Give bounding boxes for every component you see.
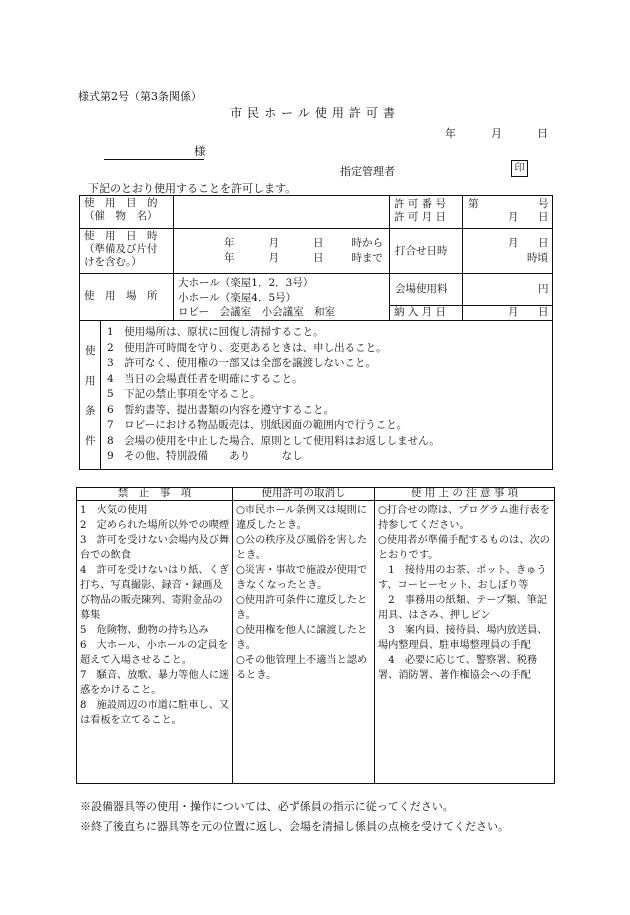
list-item: 7 騒音、放歌、暴力等他人に迷惑をかけること。 bbox=[80, 670, 230, 696]
list-item: ○その他管理上不適当と認めるとき。 bbox=[236, 655, 368, 681]
list-item: 8 施設周辺の市道に駐車し、又は看板を立てること。 bbox=[80, 700, 230, 726]
permit-no-suffix: 号 bbox=[538, 198, 549, 210]
list-item: ○打合せの際は、プログラム進行表を持参してください。 bbox=[378, 505, 550, 531]
prohibited-list bbox=[80, 503, 230, 728]
list-item: ○使用権を他人に譲渡したとき。 bbox=[236, 625, 368, 651]
datetime-from-row: 年 月 日 時から bbox=[224, 237, 383, 249]
date-year: 年 bbox=[445, 127, 456, 140]
seal-mark: 印 bbox=[511, 160, 528, 177]
condition-item: 8 会場の使用を中止した場合、原則として使用料はお返ししません。 bbox=[107, 434, 440, 447]
date-month: 月 bbox=[491, 127, 502, 140]
list-item: 1 接待用のお茶、ポット、きゅうす、コーヒーセット、おしぼり等 bbox=[378, 565, 547, 591]
meeting-time: 時頃 bbox=[527, 252, 548, 264]
meeting-day: 日 bbox=[538, 237, 549, 249]
recipient-suffix: 様 bbox=[194, 144, 206, 158]
condition-item: 3 許可なく、使用権の一部又は全部を譲渡しないこと。 bbox=[107, 357, 376, 369]
list-item: 4 許可を受けないはり紙、くぎ打ち、写真撮影、録音・録画及び物品の販売陳列、寄附金品の募集 bbox=[80, 565, 230, 621]
cancellation-list bbox=[236, 503, 372, 683]
form-number: 様式第2号（第3条関係） bbox=[78, 90, 202, 103]
list-item: ○市民ホール条例又は規則に違反したとき。 bbox=[236, 505, 367, 531]
datetime-label: 使 用 日 時 （準備及び片付 けを含む。） bbox=[84, 230, 158, 268]
permit-month: 月 bbox=[508, 211, 519, 223]
list-item: ○使用許可条件に違反したとき。 bbox=[236, 595, 368, 621]
fee-unit: 円 bbox=[538, 283, 549, 295]
recipient-name-line bbox=[104, 145, 204, 160]
purpose-label: 使 用 目 的 （催 物 名） bbox=[84, 197, 158, 222]
list-item: 4 必要に応じて、警察署、税務署、消防署、著作権協会への手配 bbox=[378, 655, 538, 681]
prohibited-header: 禁 止 事 項 bbox=[117, 487, 192, 499]
condition-item[interactable]: 9 その他、特別設備 あり なし bbox=[107, 450, 303, 462]
list-item: 2 定められた場所以外での喫煙 bbox=[80, 520, 230, 531]
list-item: 2 事務用の紙類、テープ類、筆記用具、はさみ、押しピン bbox=[378, 595, 547, 621]
conditions-list bbox=[107, 325, 440, 465]
place-options: 大ホール（楽屋1．2．3号） 小ホール（楽屋4．5号） ロビー 会議室 小会議室 和室 bbox=[178, 277, 336, 318]
date-day: 日 bbox=[537, 127, 548, 140]
list-item: ○災害・事故で施設が使用できなくなったとき。 bbox=[236, 565, 368, 591]
permit-labels: 許 可 番 号 許 可 月 日 bbox=[394, 198, 447, 223]
permit-day: 日 bbox=[538, 211, 549, 223]
condition-item: 1 使用場所は、原状に回復し清掃すること。 bbox=[107, 326, 324, 338]
permit-no-prefix: 第 bbox=[468, 198, 479, 210]
datetime-value-cell[interactable] bbox=[173, 228, 390, 274]
document-title: 市民ホール使用許可書 bbox=[230, 106, 400, 120]
list-item: ○使用者が準備手配するものは、次のとおりです。 bbox=[378, 535, 550, 561]
footnote-1: ※設備器具等の使用・操作については、必ず係員の指示に従ってください。 bbox=[80, 800, 454, 813]
footnote-2: ※終了後直ちに器具等を元の位置に返し、会場を清掃し係員の点検を受けてください。 bbox=[80, 820, 509, 833]
notes-header: 使 用 上 の 注 意 事 項 bbox=[410, 487, 519, 499]
meeting-value-cell[interactable] bbox=[462, 228, 553, 274]
list-item: 5 危険物、動物の持ち込み bbox=[80, 625, 209, 636]
list-item: 6 大ホール、小ホールの定員を超えて入場させること。 bbox=[80, 640, 228, 666]
pay-day: 日 bbox=[538, 306, 549, 318]
list-item: 1 火気の使用 bbox=[80, 505, 148, 516]
condition-item: 2 使用許可時間を守り、変更あるときは、申し出ること。 bbox=[107, 341, 387, 354]
purpose-value-cell[interactable] bbox=[173, 195, 390, 229]
condition-item: 6 誓約書等、提出書類の内容を遵守すること。 bbox=[107, 403, 335, 416]
fee-label: 会場使用料 bbox=[395, 283, 448, 295]
condition-item: 7 ロビーにおける物品販売は、別紙図面の範囲内で行うこと。 bbox=[107, 419, 408, 431]
cancellation-header: 使用許可の取消し bbox=[261, 487, 346, 499]
list-item: 3 許可を受けない会場内及び舞台での飲食 bbox=[80, 535, 230, 561]
condition-item: 4 当日の会場責任者を明確にすること。 bbox=[107, 372, 303, 385]
place-label: 使 用 場 所 bbox=[84, 290, 158, 302]
list-item: ○公の秩序及び風俗を害したとき。 bbox=[236, 535, 368, 561]
meeting-month: 月 bbox=[508, 237, 519, 249]
condition-item: 5 下記の禁止事項を守ること。 bbox=[107, 388, 261, 400]
notes-list bbox=[378, 503, 551, 683]
manager-label: 指定管理者 bbox=[340, 165, 395, 178]
pay-month: 月 bbox=[508, 306, 519, 318]
conditions-label: 使 用 条 件 bbox=[85, 345, 96, 447]
datetime-to-row: 年 月 日 時まで bbox=[224, 252, 383, 264]
list-item: 3 案内員、接待員、場内放送員、場内整理員、駐車場整理員の手配 bbox=[378, 625, 548, 651]
meeting-label: 打合せ日時 bbox=[395, 245, 448, 257]
pay-date-label: 納 入 月 日 bbox=[394, 306, 447, 318]
issue-date bbox=[445, 125, 548, 141]
intro-text: 下記のとおり使用することを許可します。 bbox=[88, 182, 297, 195]
